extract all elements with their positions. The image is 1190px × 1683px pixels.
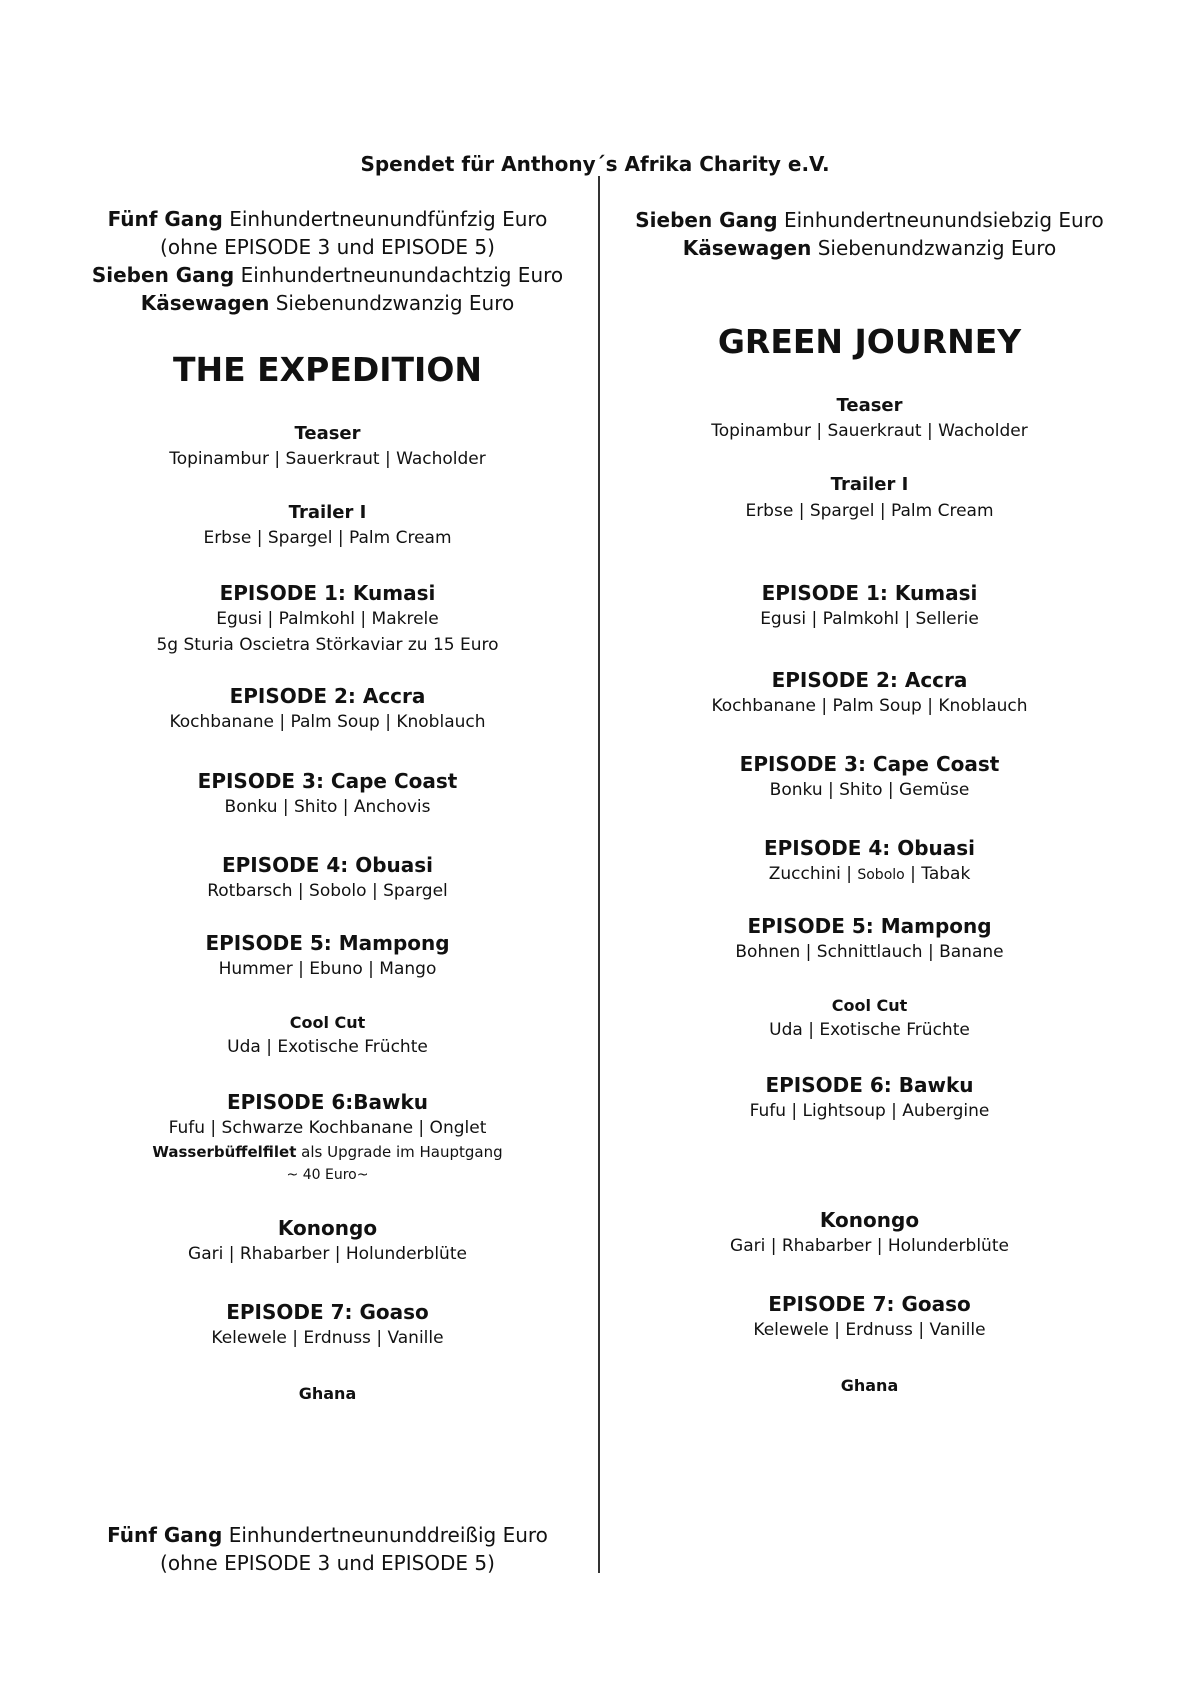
course-name: EPISODE 5: Mampong bbox=[205, 931, 450, 955]
course-items: Hummer | Ebuno | Mango bbox=[218, 959, 437, 979]
course-items: Fufu | Schwarze Kochbanane | Onglet bbox=[168, 1118, 487, 1138]
upgrade-line: Wasserbüffelfilet als Upgrade im Hauptgang bbox=[152, 1143, 503, 1161]
course-name: EPISODE 7: Goaso bbox=[226, 1300, 429, 1324]
price-line: Käsewagen Siebenundzwanzig Euro bbox=[682, 236, 1057, 260]
course-name: EPISODE 4: Obuasi bbox=[763, 836, 976, 860]
course-name: EPISODE 3: Cape Coast bbox=[197, 769, 458, 793]
price-line: Käsewagen Siebenundzwanzig Euro bbox=[140, 291, 515, 315]
price-line: Fünf Gang Einhundertneunundfünfzig Euro bbox=[107, 207, 548, 231]
course-items: Bonku | Shito | Gemüse bbox=[769, 780, 970, 800]
right-price-block bbox=[612, 206, 1127, 262]
course-items: Kelewele | Erdnuss | Vanille bbox=[211, 1328, 444, 1348]
origin-label: Ghana bbox=[298, 1384, 357, 1403]
course-name: EPISODE 4: Obuasi bbox=[221, 853, 434, 877]
course-name: Cool Cut bbox=[289, 1013, 366, 1032]
course-items: Rotbarsch | Sobolo | Spargel bbox=[207, 881, 448, 901]
course-name: EPISODE 7: Goaso bbox=[768, 1292, 971, 1316]
origin-label: Ghana bbox=[840, 1376, 899, 1395]
price-line: Sieben Gang Einhundertneunundachtzig Euro bbox=[91, 263, 564, 287]
course-name: EPISODE 5: Mampong bbox=[747, 914, 992, 938]
course-name: Teaser bbox=[294, 423, 361, 444]
course-items: Fufu | Lightsoup | Aubergine bbox=[749, 1101, 990, 1121]
course-items: Kochbanane | Palm Soup | Knoblauch bbox=[711, 696, 1028, 716]
course-name: Cool Cut bbox=[831, 996, 908, 1015]
course-name: EPISODE 2: Accra bbox=[229, 684, 426, 708]
upgrade-price: ~ 40 Euro~ bbox=[286, 1167, 369, 1183]
left-bottom-price-block bbox=[70, 1521, 585, 1577]
course-name: EPISODE 6: Bawku bbox=[765, 1073, 974, 1097]
course-items: Zucchini | Sobolo | Tabak bbox=[768, 864, 971, 884]
course-name: Teaser bbox=[836, 395, 903, 416]
course-name: Trailer I bbox=[830, 474, 909, 495]
price-line: Sieben Gang Einhundertneunundsiebzig Euro bbox=[635, 208, 1104, 232]
course-items: Topinambur | Sauerkraut | Wacholder bbox=[169, 449, 486, 469]
course-items: Uda | Exotische Früchte bbox=[227, 1037, 428, 1057]
course-name: Konongo bbox=[819, 1208, 920, 1232]
course-name: EPISODE 3: Cape Coast bbox=[739, 752, 1000, 776]
price-line: (ohne EPISODE 3 und EPISODE 5) bbox=[160, 235, 495, 259]
course-items: Gari | Rhabarber | Holunderblüte bbox=[188, 1244, 467, 1264]
course-items: Egusi | Palmkohl | Makrele bbox=[216, 609, 439, 629]
course-items: Erbse | Spargel | Palm Cream bbox=[745, 501, 994, 521]
course-items: Bonku | Shito | Anchovis bbox=[224, 797, 431, 817]
caviar-extra: 5g Sturia Oscietra Störkaviar zu 15 Euro bbox=[156, 635, 499, 655]
menu-title-green-journey: GREEN JOURNEY bbox=[717, 322, 1022, 361]
course-name: Trailer I bbox=[288, 502, 367, 523]
price-line: Fünf Gang Einhundertneununddreißig Euro bbox=[107, 1523, 548, 1547]
course-items: Uda | Exotische Früchte bbox=[769, 1020, 970, 1040]
course-items: Bohnen | Schnittlauch | Banane bbox=[735, 942, 1004, 962]
course-items: Egusi | Palmkohl | Sellerie bbox=[760, 609, 979, 629]
course-name: EPISODE 2: Accra bbox=[771, 668, 968, 692]
course-name: EPISODE 1: Kumasi bbox=[761, 581, 978, 605]
charity-header: Spendet für Anthony´s Afrika Charity e.V. bbox=[360, 152, 830, 176]
course-items: Gari | Rhabarber | Holunderblüte bbox=[730, 1236, 1009, 1256]
price-line: (ohne EPISODE 3 und EPISODE 5) bbox=[160, 1551, 495, 1575]
course-items: Kochbanane | Palm Soup | Knoblauch bbox=[169, 712, 486, 732]
course-items: Topinambur | Sauerkraut | Wacholder bbox=[711, 421, 1028, 441]
course-name: EPISODE 6:Bawku bbox=[226, 1090, 429, 1114]
course-items: Erbse | Spargel | Palm Cream bbox=[203, 528, 452, 548]
column-divider bbox=[598, 176, 600, 1573]
menu-title-expedition: THE EXPEDITION bbox=[172, 350, 482, 389]
course-name: EPISODE 1: Kumasi bbox=[219, 581, 436, 605]
course-name: Konongo bbox=[277, 1216, 378, 1240]
left-price-block bbox=[70, 205, 585, 317]
course-items: Kelewele | Erdnuss | Vanille bbox=[753, 1320, 986, 1340]
